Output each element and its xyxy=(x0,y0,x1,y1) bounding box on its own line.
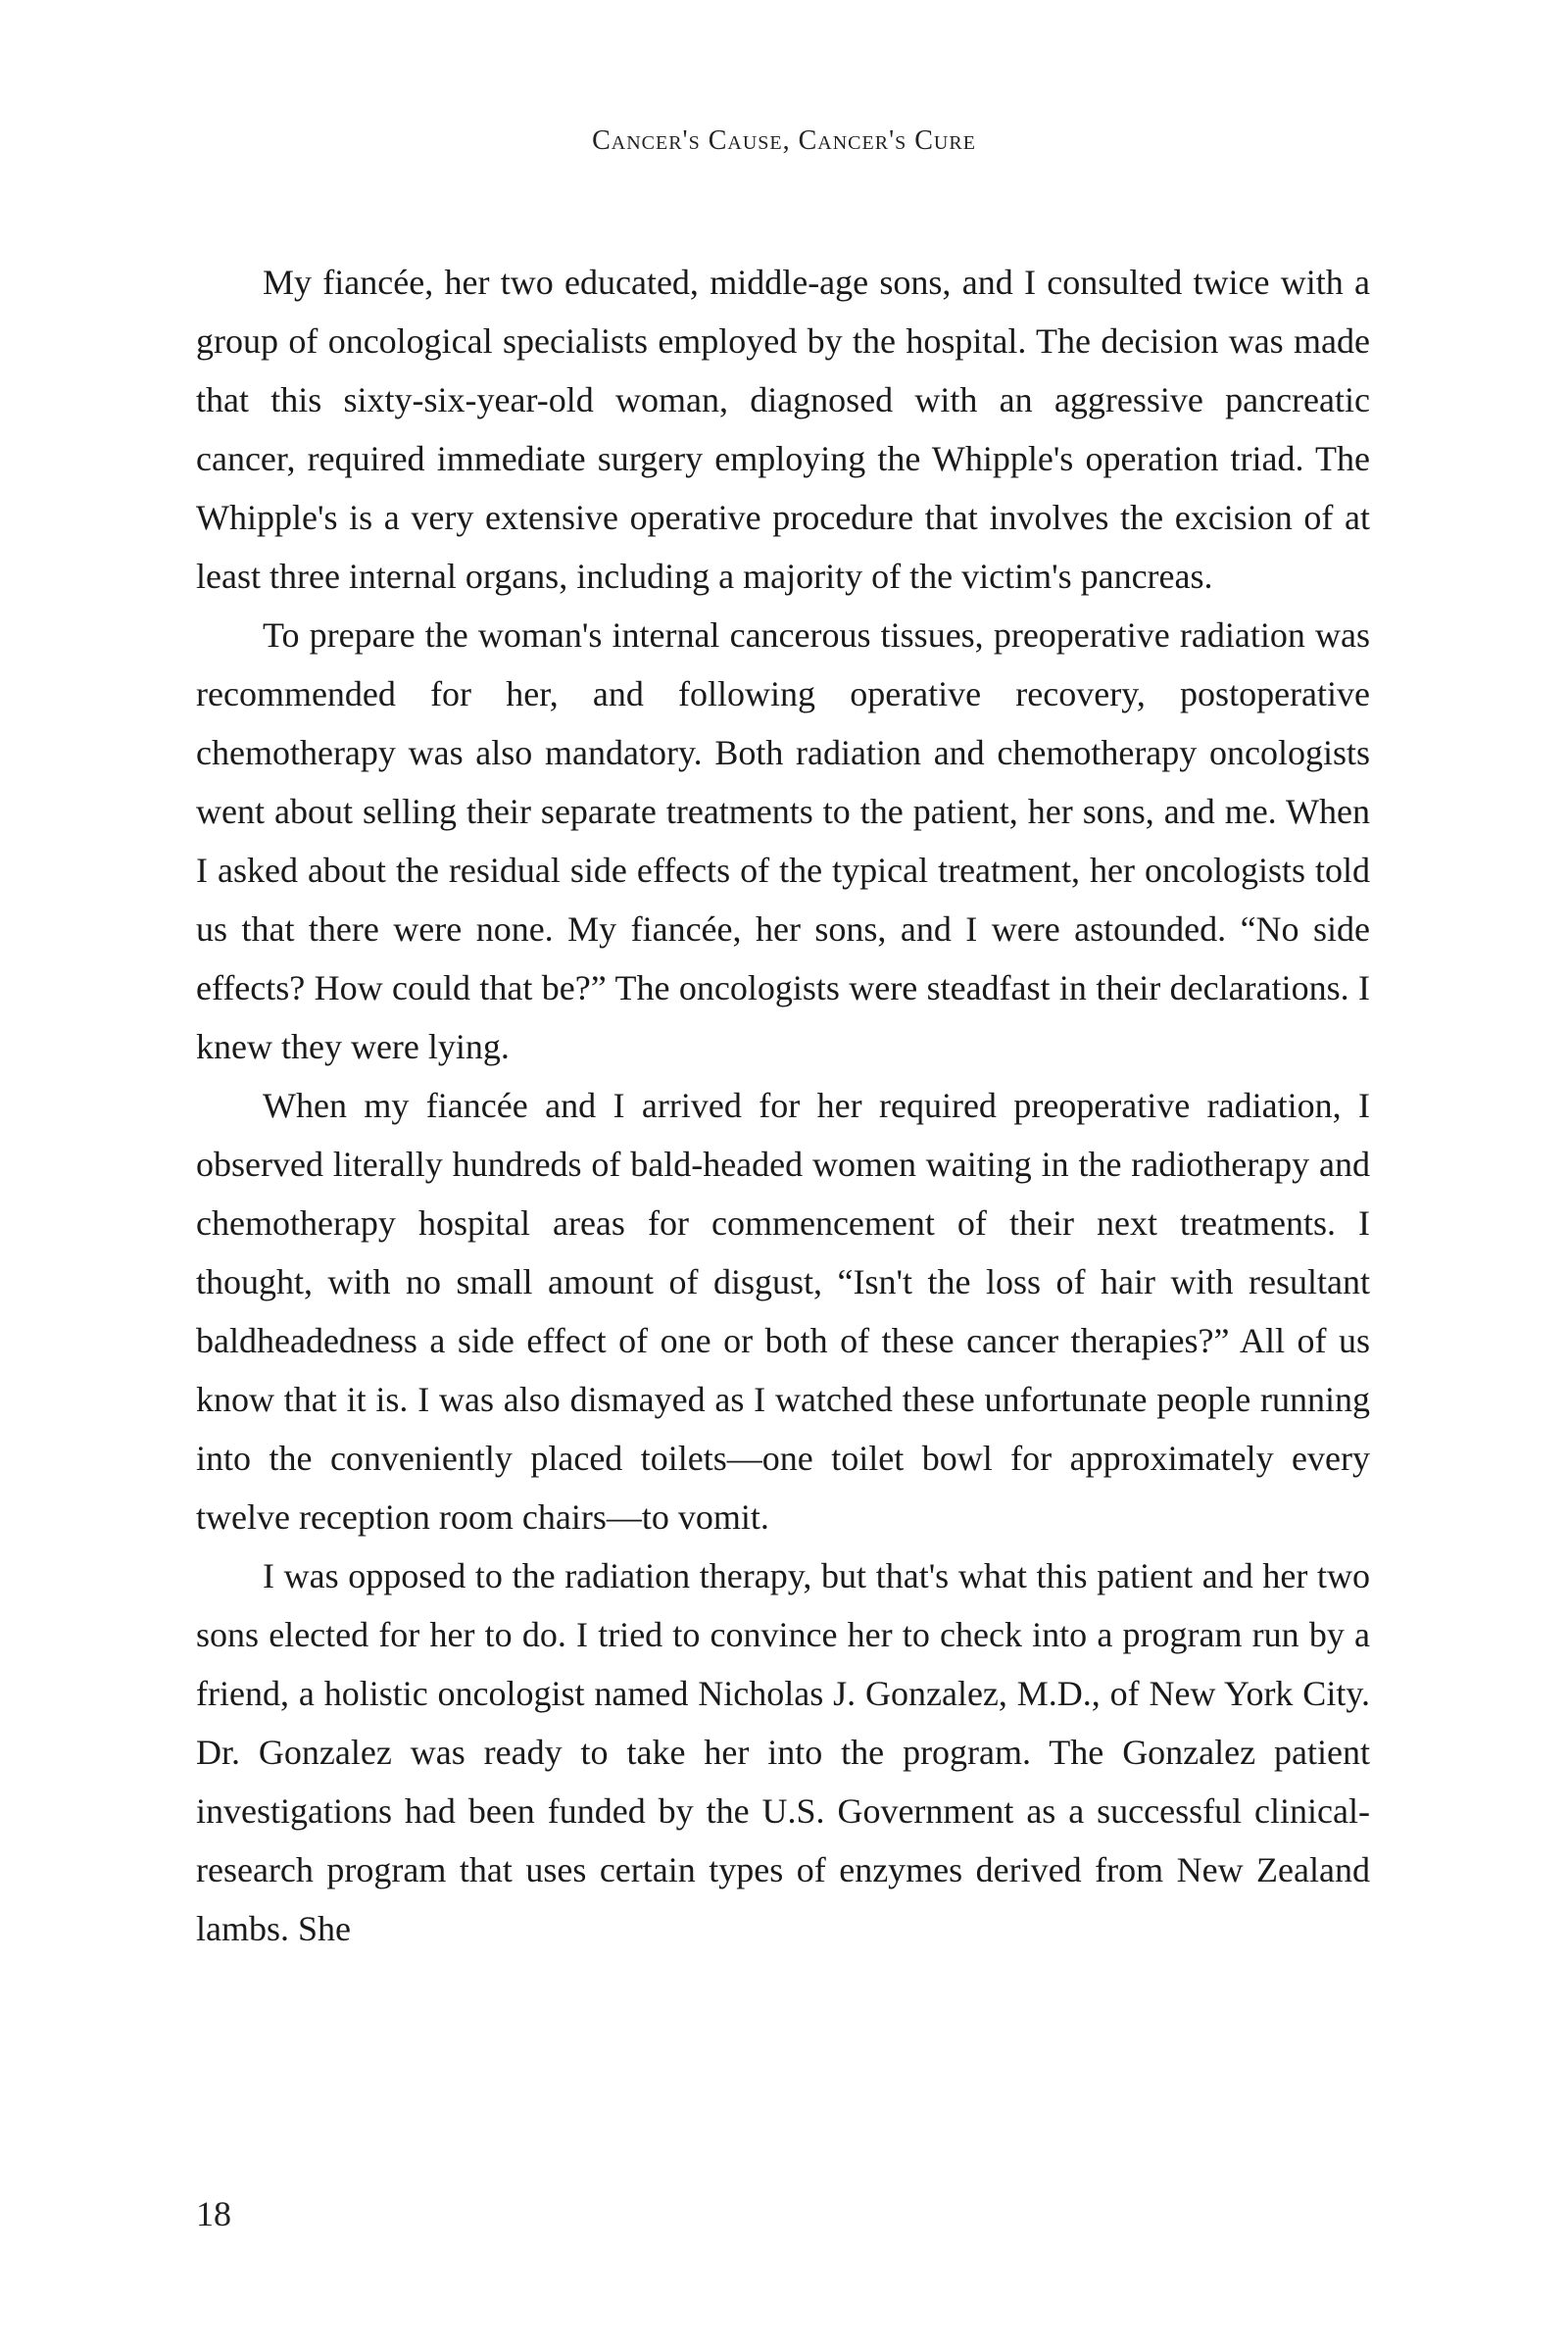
page-number: 18 xyxy=(196,2194,231,2233)
paragraph: When my fiancée and I arrived for her required preoperative radiation, I observed literally hundreds of bald-headed women waiting in the radiotherapy and chemotherapy hospital areas for commencement of their next treatments. I thought, with no small amount of disgust, “Isn't the loss of hair with resultant baldheadedness a side effect of one or both of these cancer therapies?” All of us know that it is. I was also dismayed as I watched these unfortunate people running into the conveniently placed toilets—one toilet bowl for approximately every twelve reception room chairs—to vomit. xyxy=(196,1086,1370,1537)
paragraph: My fiancée, her two educated, middle-age sons, and I consulted twice with a group of oncological specialists employed by the hospital. The decision was made that this sixty-six-year-old woman, diagnosed with an aggressive pancreatic cancer, required immediate surgery employing the Whipple's operation triad. The Whipple's is a very extensive operative procedure that involves the excision of at least three internal organs, including a majority of the victim's pancreas. xyxy=(196,263,1370,596)
running-head: Cancer's Cause, Cancer's Cure xyxy=(592,125,976,156)
paragraph: I was opposed to the radiation therapy, but that's what this patient and her two sons elected for her to do. I tried to convince her to check into a program run by a friend, a holistic oncologist named Nicholas J. Gonzalez, M.D., of New York City. Dr. Gonzalez was ready to take her into the program. The Gonzalez patient investigations had been funded by the U.S. Government as a successful clinical-research program that uses certain types of enzymes derived from New Zealand lambs. She xyxy=(196,1556,1370,1948)
body-text xyxy=(196,253,1370,1958)
paragraph: To prepare the woman's internal cancerous tissues, preoperative radiation was recommended for her, and following operative recovery, postoperative chemotherapy was also mandatory. Both radiation and chemotherapy oncologists went about selling their separate treatments to the patient, her sons, and me. When I asked about the residual side effects of the typical treatment, her oncologists told us that there were none. My fiancée, her sons, and I were astounded. “No side effects? How could that be?” The oncologists were steadfast in their declarations. I knew they were lying. xyxy=(196,615,1370,1066)
